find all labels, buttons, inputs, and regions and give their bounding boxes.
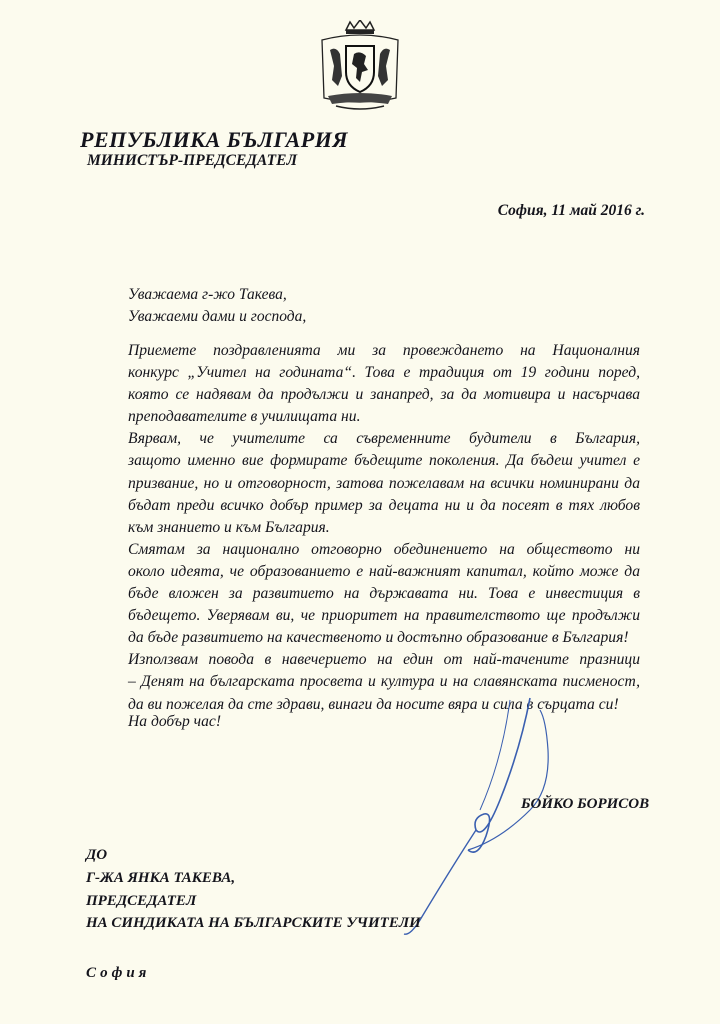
coat-of-arms-icon <box>316 20 404 112</box>
salutation-line: Уважаема г-жо Такева, <box>128 286 287 303</box>
body-line: около идеята, че образованието е най-важният капитал, който може да <box>128 562 640 580</box>
recipient-line: НА СИНДИКАТА НА БЪЛГАРСКИТЕ УЧИТЕЛИ <box>86 915 421 931</box>
closing-line: На добър час! <box>128 713 222 730</box>
body-line: да ви пожелая да сте здрави, винаги да носите вяра и сила в сърцата си! <box>128 695 619 713</box>
body-line: бъде вложен за развитието на държавата ни. Това е инвестиция в <box>128 585 640 603</box>
recipient-city: София <box>86 965 151 981</box>
body-line: бъдещето. Уверявам ви, че приоритет на правителството ще продължи <box>128 607 640 625</box>
body-line: призвание, но и отговорност, затова пожелавам на всички номинирани да <box>128 474 640 492</box>
body-line: конкурс „Учител на годината“. Това е традиция от 19 години поред, <box>128 364 640 382</box>
office-heading: МИНИСТЪР-ПРЕДСЕДАТЕЛ <box>87 152 298 169</box>
body-line: Вярвам, че учителите са съвременните будители в България, <box>128 430 640 448</box>
body-line: – Денят на българската просвета и култура и на славянската писменост, <box>128 673 640 691</box>
signer-name: БОЙКО БОРИСОВ <box>521 796 650 812</box>
body-line: Използвам повода в навечерието на един от най-тачените празници <box>128 651 640 669</box>
recipient-line: ПРЕДСЕДАТЕЛ <box>86 893 197 909</box>
body-line: Приемете поздравленията ми за провеждането на Националния <box>128 342 640 359</box>
body-line: която се надявам да продължи и занапред, за да мотивира и насърчава <box>128 386 640 404</box>
body-line: бъдат преди всичко добър пример за децата ни и да посеят в тях любов <box>128 496 640 514</box>
salutation-line: Уважаеми дами и господа, <box>128 308 307 325</box>
signature-icon <box>380 690 600 940</box>
body-line: преподавателите в училищата ни. <box>128 408 361 426</box>
country-heading: РЕПУБЛИКА БЪЛГАРИЯ <box>80 127 349 152</box>
body-line: да бъде развитието на качественото и достъпно образование в България! <box>128 629 629 647</box>
body-line: към знанието и към България. <box>128 518 330 536</box>
letter-body <box>128 340 640 716</box>
date-line: София, 11 май 2016 г. <box>497 202 645 219</box>
recipient-line: ДО <box>86 847 108 863</box>
body-line: защото именно вие формирате бъдещите поколения. Да бъдеш учител е <box>128 452 640 470</box>
recipient-line: Г-ЖА ЯНКА ТАКЕВА, <box>86 870 236 886</box>
body-line: Смятам за национално отговорно обединението на обществото ни <box>128 540 640 558</box>
